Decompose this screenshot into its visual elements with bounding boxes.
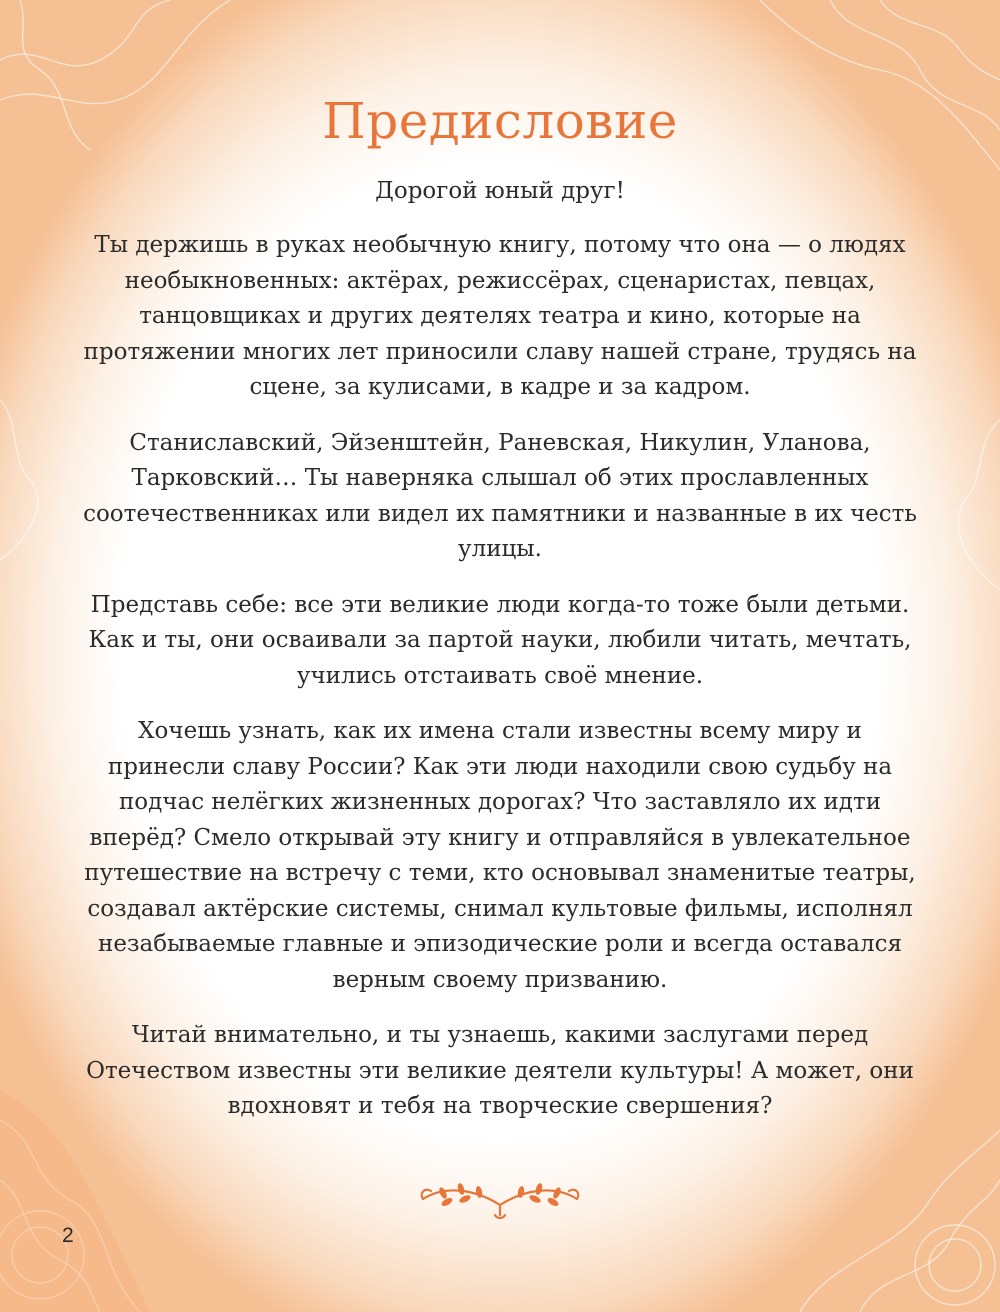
floral-divider-icon xyxy=(415,1175,585,1225)
paragraph-4: Хочешь узнать, как их имена стали известны всему миру и принесли славу России? Как эти люди находили свою судьбу на подчас нелёгких жизненных дорогах? Что заставляло их идти вперёд? Смело открывай эту книгу и отправляйся в увлекательное путешествие на встречу с теми, кто основывал знаменитые театры, создавал актёрские системы, снимал культовые фильмы, исполнял незабываемые главные и эпизодические роли и всегда оставался верным своему призванию. xyxy=(84,718,916,993)
page-title: Предисловие xyxy=(322,92,678,150)
preface-content xyxy=(80,86,920,1125)
paragraph-5: Читай внимательно, и ты узнаешь, какими заслугами перед Отечеством известны эти великие деятели культуры! А может, они вдохновят и тебя на творческие свершения? xyxy=(86,1022,914,1119)
paragraph-1: Ты держишь в руках необычную книгу, потому что она — о людях необыкновенных: актёрах, режиссёрах, сценаристах, певцах, танцовщиках и других деятелях театра и кино, которые на протяжении многих лет приносили славу нашей стране, трудясь на сцене, за кулисами, в кадре и за кадром. xyxy=(83,232,917,400)
paragraph-2: Станиславский, Эйзенштейн, Раневская, Никулин, Уланова, Тарковский… Ты наверняка слышал об этих прославленных соотечественниках или видел их памятники и названные в их честь улицы. xyxy=(83,429,917,562)
paragraph-3: Представь себе: все эти великие люди когда-то тоже были детьми. Как и ты, они осваивали за партой науки, любили читать, мечтать, учились отстаивать своё мнение. xyxy=(88,591,912,689)
page-number: 2 xyxy=(62,1224,74,1247)
salutation: Дорогой юный друг! xyxy=(375,178,625,204)
